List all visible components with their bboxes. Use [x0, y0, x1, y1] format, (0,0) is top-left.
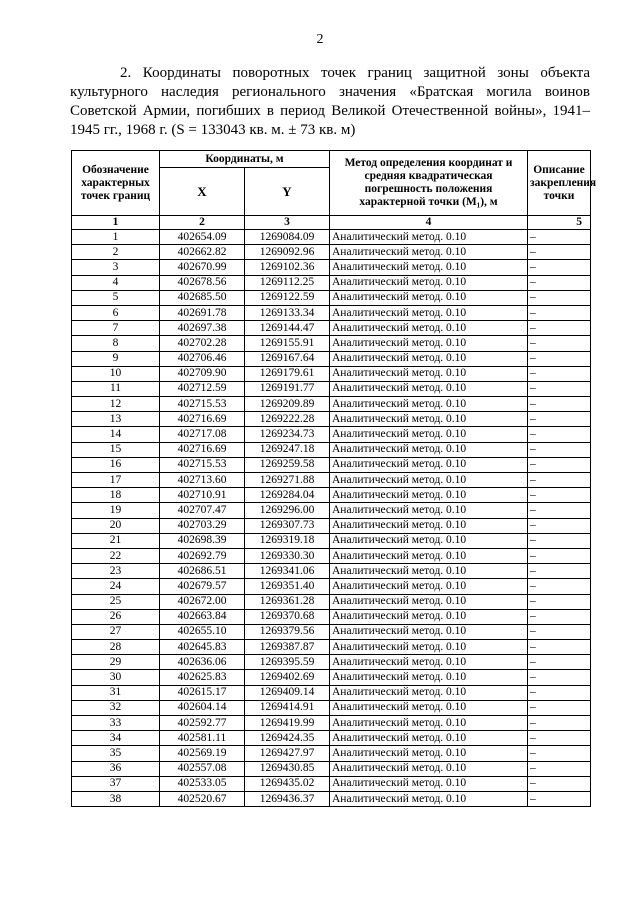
y-cell: 1269084.09: [245, 230, 330, 245]
method-cell: Аналитический метод. 0.10: [330, 457, 528, 472]
table-row: [72, 594, 591, 609]
x-cell: 402654.09: [160, 230, 245, 245]
point-cell: 34: [72, 731, 160, 746]
y-cell: 1269341.06: [245, 564, 330, 579]
x-cell: 402672.00: [160, 594, 245, 609]
point-cell: 6: [72, 305, 160, 320]
table-row: [72, 351, 591, 366]
description-cell: –: [528, 776, 591, 791]
x-cell: 402702.28: [160, 336, 245, 351]
method-cell: Аналитический метод. 0.10: [330, 685, 528, 700]
description-cell: –: [528, 305, 591, 320]
y-cell: 1269307.73: [245, 518, 330, 533]
x-cell: 402604.14: [160, 700, 245, 715]
y-cell: 1269179.61: [245, 366, 330, 381]
point-cell: 24: [72, 579, 160, 594]
y-cell: 1269122.59: [245, 290, 330, 305]
description-cell: –: [528, 230, 591, 245]
point-cell: 32: [72, 700, 160, 715]
point-cell: 17: [72, 473, 160, 488]
point-cell: 38: [72, 791, 160, 806]
y-cell: 1269319.18: [245, 533, 330, 548]
y-cell: 1269296.00: [245, 503, 330, 518]
x-cell: 402662.82: [160, 245, 245, 260]
table-row: [72, 366, 591, 381]
method-cell: Аналитический метод. 0.10: [330, 746, 528, 761]
table-row: [72, 670, 591, 685]
point-cell: 12: [72, 397, 160, 412]
table-row: [72, 427, 591, 442]
y-cell: 1269351.40: [245, 579, 330, 594]
point-cell: 37: [72, 776, 160, 791]
y-cell: 1269234.73: [245, 427, 330, 442]
table-row: [72, 397, 591, 412]
table-row: [72, 412, 591, 427]
method-cell: Аналитический метод. 0.10: [330, 473, 528, 488]
description-cell: –: [528, 336, 591, 351]
description-cell: –: [528, 321, 591, 336]
table-row: [72, 381, 591, 396]
table-row: [72, 336, 591, 351]
header-coordinates: Координаты, м: [160, 151, 330, 168]
y-cell: 1269259.58: [245, 457, 330, 472]
x-cell: 402712.59: [160, 381, 245, 396]
table-row: [72, 579, 591, 594]
coordinates-table: [71, 150, 597, 807]
method-cell: Аналитический метод. 0.10: [330, 548, 528, 563]
x-cell: 402645.83: [160, 640, 245, 655]
method-cell: Аналитический метод. 0.10: [330, 488, 528, 503]
point-cell: 31: [72, 685, 160, 700]
page-number: 2: [316, 32, 324, 47]
x-cell: 402581.11: [160, 731, 245, 746]
y-cell: 1269102.36: [245, 260, 330, 275]
point-cell: 13: [72, 412, 160, 427]
column-number: 2: [160, 216, 245, 230]
description-cell: –: [528, 290, 591, 305]
method-cell: Аналитический метод. 0.10: [330, 427, 528, 442]
description-cell: –: [528, 609, 591, 624]
x-cell: 402698.39: [160, 533, 245, 548]
method-cell: Аналитический метод. 0.10: [330, 700, 528, 715]
table-row: [72, 321, 591, 336]
y-cell: 1269409.14: [245, 685, 330, 700]
point-cell: 9: [72, 351, 160, 366]
table-row: [72, 457, 591, 472]
y-cell: 1269387.87: [245, 640, 330, 655]
table-row: [72, 442, 591, 457]
x-cell: 402592.77: [160, 716, 245, 731]
column-numbers-row: [72, 216, 591, 230]
point-cell: 33: [72, 716, 160, 731]
x-cell: 402697.38: [160, 321, 245, 336]
description-cell: –: [528, 427, 591, 442]
method-cell: Аналитический метод. 0.10: [330, 533, 528, 548]
method-cell: Аналитический метод. 0.10: [330, 290, 528, 305]
x-cell: 402713.60: [160, 473, 245, 488]
table-row: [72, 230, 591, 245]
point-cell: 35: [72, 746, 160, 761]
table-row: [72, 548, 591, 563]
table-row: [72, 518, 591, 533]
method-cell: Аналитический метод. 0.10: [330, 366, 528, 381]
x-cell: 402716.69: [160, 412, 245, 427]
x-cell: 402691.78: [160, 305, 245, 320]
table-row: [72, 761, 591, 776]
table-row: [72, 564, 591, 579]
description-cell: –: [528, 275, 591, 290]
x-cell: 402707.47: [160, 503, 245, 518]
description-cell: –: [528, 533, 591, 548]
description-cell: –: [528, 564, 591, 579]
description-cell: –: [528, 397, 591, 412]
table-row: [72, 685, 591, 700]
y-cell: 1269330.30: [245, 548, 330, 563]
method-cell: Аналитический метод. 0.10: [330, 351, 528, 366]
description-cell: –: [528, 245, 591, 260]
method-cell: Аналитический метод. 0.10: [330, 336, 528, 351]
point-cell: 11: [72, 381, 160, 396]
y-cell: 1269419.99: [245, 716, 330, 731]
point-cell: 3: [72, 260, 160, 275]
description-cell: –: [528, 412, 591, 427]
description-cell: –: [528, 488, 591, 503]
section-heading-text: 2. Координаты поворотных точек границ защитной зоны объекта культурного наследия регионального значения «Братская могила воинов Советской Армии, погибших в период Великой Отечественной войны», 1941–1945 гг., 1968 г. (S = 133043 кв. м. ± 73 кв. м): [70, 65, 590, 138]
description-cell: –: [528, 351, 591, 366]
description-cell: –: [528, 503, 591, 518]
table-row: [72, 275, 591, 290]
x-cell: 402685.50: [160, 290, 245, 305]
header-point: Обозначение характерных точек границ: [72, 151, 160, 216]
method-cell: Аналитический метод. 0.10: [330, 761, 528, 776]
x-cell: 402703.29: [160, 518, 245, 533]
method-cell: Аналитический метод. 0.10: [330, 321, 528, 336]
method-cell: Аналитический метод. 0.10: [330, 275, 528, 290]
x-cell: 402678.56: [160, 275, 245, 290]
description-cell: –: [528, 579, 591, 594]
point-cell: 15: [72, 442, 160, 457]
method-cell: Аналитический метод. 0.10: [330, 442, 528, 457]
header-y: Y: [245, 168, 330, 216]
description-cell: –: [528, 473, 591, 488]
description-cell: –: [528, 624, 591, 639]
header-method: Метод определения координат и средняя квадратическая погрешность положения характерной точки (M₁), м: [330, 151, 528, 216]
method-cell: Аналитический метод. 0.10: [330, 731, 528, 746]
description-cell: –: [528, 518, 591, 533]
point-cell: 20: [72, 518, 160, 533]
table-row: [72, 791, 591, 806]
point-cell: 10: [72, 366, 160, 381]
y-cell: 1269427.97: [245, 746, 330, 761]
method-cell: Аналитический метод. 0.10: [330, 381, 528, 396]
y-cell: 1269144.47: [245, 321, 330, 336]
method-cell: Аналитический метод. 0.10: [330, 260, 528, 275]
y-cell: 1269167.64: [245, 351, 330, 366]
method-cell: Аналитический метод. 0.10: [330, 503, 528, 518]
table-row: [72, 488, 591, 503]
method-cell: Аналитический метод. 0.10: [330, 670, 528, 685]
point-cell: 22: [72, 548, 160, 563]
description-cell: –: [528, 685, 591, 700]
point-cell: 4: [72, 275, 160, 290]
method-cell: Аналитический метод. 0.10: [330, 305, 528, 320]
x-cell: 402706.46: [160, 351, 245, 366]
point-cell: 19: [72, 503, 160, 518]
y-cell: 1269414.91: [245, 700, 330, 715]
x-cell: 402636.06: [160, 655, 245, 670]
table-row: [72, 473, 591, 488]
method-cell: Аналитический метод. 0.10: [330, 655, 528, 670]
point-cell: 7: [72, 321, 160, 336]
description-cell: –: [528, 700, 591, 715]
table-row: [72, 731, 591, 746]
method-cell: Аналитический метод. 0.10: [330, 640, 528, 655]
method-cell: Аналитический метод. 0.10: [330, 518, 528, 533]
point-cell: 1: [72, 230, 160, 245]
description-cell: –: [528, 457, 591, 472]
point-cell: 16: [72, 457, 160, 472]
section-heading: [70, 64, 590, 140]
description-cell: –: [528, 731, 591, 746]
description-cell: –: [528, 791, 591, 806]
table-row: [72, 533, 591, 548]
x-cell: 402710.91: [160, 488, 245, 503]
x-cell: 402625.83: [160, 670, 245, 685]
x-cell: 402715.53: [160, 457, 245, 472]
method-cell: Аналитический метод. 0.10: [330, 564, 528, 579]
description-cell: –: [528, 640, 591, 655]
x-cell: 402679.57: [160, 579, 245, 594]
y-cell: 1269271.88: [245, 473, 330, 488]
point-cell: 25: [72, 594, 160, 609]
column-number: 3: [245, 216, 330, 230]
description-cell: –: [528, 381, 591, 396]
point-cell: 23: [72, 564, 160, 579]
y-cell: 1269436.37: [245, 791, 330, 806]
y-cell: 1269191.77: [245, 381, 330, 396]
table-row: [72, 700, 591, 715]
table-row: [72, 624, 591, 639]
table-row: [72, 260, 591, 275]
method-cell: Аналитический метод. 0.10: [330, 624, 528, 639]
table-row: [72, 305, 591, 320]
description-cell: –: [528, 655, 591, 670]
method-cell: Аналитический метод. 0.10: [330, 594, 528, 609]
point-cell: 21: [72, 533, 160, 548]
y-cell: 1269370.68: [245, 609, 330, 624]
description-cell: –: [528, 761, 591, 776]
table-row: [72, 716, 591, 731]
x-cell: 402670.99: [160, 260, 245, 275]
method-cell: Аналитический метод. 0.10: [330, 397, 528, 412]
x-cell: 402533.05: [160, 776, 245, 791]
table-row: [72, 640, 591, 655]
table-row: [72, 776, 591, 791]
y-cell: 1269209.89: [245, 397, 330, 412]
y-cell: 1269112.25: [245, 275, 330, 290]
y-cell: 1269155.91: [245, 336, 330, 351]
table-row: [72, 245, 591, 260]
y-cell: 1269222.28: [245, 412, 330, 427]
x-cell: 402686.51: [160, 564, 245, 579]
point-cell: 2: [72, 245, 160, 260]
method-cell: Аналитический метод. 0.10: [330, 609, 528, 624]
y-cell: 1269395.59: [245, 655, 330, 670]
description-cell: –: [528, 442, 591, 457]
column-number: 4: [330, 216, 528, 230]
table-row: [72, 609, 591, 624]
x-cell: 402716.69: [160, 442, 245, 457]
description-cell: –: [528, 716, 591, 731]
point-cell: 28: [72, 640, 160, 655]
method-cell: Аналитический метод. 0.10: [330, 245, 528, 260]
table-body: [72, 230, 591, 807]
description-cell: –: [528, 548, 591, 563]
method-cell: Аналитический метод. 0.10: [330, 776, 528, 791]
table-row: [72, 290, 591, 305]
y-cell: 1269092.96: [245, 245, 330, 260]
x-cell: 402520.67: [160, 791, 245, 806]
y-cell: 1269430.85: [245, 761, 330, 776]
y-cell: 1269379.56: [245, 624, 330, 639]
point-cell: 8: [72, 336, 160, 351]
x-cell: 402615.17: [160, 685, 245, 700]
column-number: 1: [72, 216, 160, 230]
method-cell: Аналитический метод. 0.10: [330, 412, 528, 427]
x-cell: 402692.79: [160, 548, 245, 563]
point-cell: 14: [72, 427, 160, 442]
x-cell: 402569.19: [160, 746, 245, 761]
point-cell: 36: [72, 761, 160, 776]
method-cell: Аналитический метод. 0.10: [330, 579, 528, 594]
method-cell: Аналитический метод. 0.10: [330, 230, 528, 245]
x-cell: 402557.08: [160, 761, 245, 776]
column-number: 5: [528, 216, 591, 230]
x-cell: 402717.08: [160, 427, 245, 442]
table-row: [72, 655, 591, 670]
header-description: Описание закрепления точки: [528, 151, 591, 216]
description-cell: –: [528, 746, 591, 761]
method-cell: Аналитический метод. 0.10: [330, 791, 528, 806]
point-cell: 29: [72, 655, 160, 670]
x-cell: 402655.10: [160, 624, 245, 639]
y-cell: 1269133.34: [245, 305, 330, 320]
description-cell: –: [528, 594, 591, 609]
y-cell: 1269284.04: [245, 488, 330, 503]
y-cell: 1269247.18: [245, 442, 330, 457]
point-cell: 18: [72, 488, 160, 503]
x-cell: 402663.84: [160, 609, 245, 624]
description-cell: –: [528, 670, 591, 685]
table-row: [72, 503, 591, 518]
y-cell: 1269402.69: [245, 670, 330, 685]
y-cell: 1269424.35: [245, 731, 330, 746]
table-row: [72, 746, 591, 761]
header-x: X: [160, 168, 245, 216]
point-cell: 27: [72, 624, 160, 639]
point-cell: 30: [72, 670, 160, 685]
method-cell: Аналитический метод. 0.10: [330, 716, 528, 731]
point-cell: 5: [72, 290, 160, 305]
x-cell: 402709.90: [160, 366, 245, 381]
x-cell: 402715.53: [160, 397, 245, 412]
point-cell: 26: [72, 609, 160, 624]
description-cell: –: [528, 260, 591, 275]
description-cell: –: [528, 366, 591, 381]
y-cell: 1269435.02: [245, 776, 330, 791]
y-cell: 1269361.28: [245, 594, 330, 609]
